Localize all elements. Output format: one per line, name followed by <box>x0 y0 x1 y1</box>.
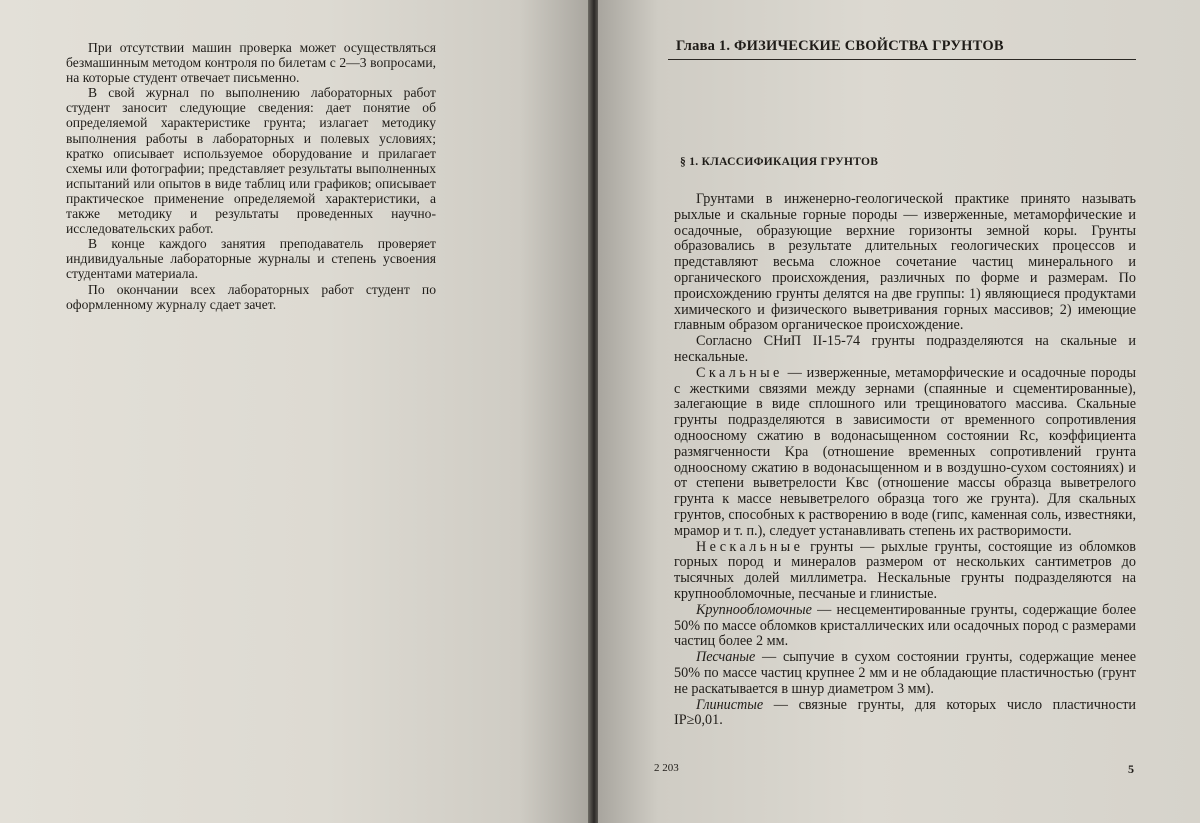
left-paragraph-3: В конце каждого занятия преподаватель проверяет индивидуальные лабораторные журналы и степень усвоения студентами материала. <box>66 236 436 281</box>
paragraph-nonrock-soils <box>674 540 1136 603</box>
term-rock: Скальные <box>696 365 783 381</box>
page-number: 5 <box>1128 762 1134 777</box>
rock-description: — изверженные, метаморфические и осадочные породы с жесткими связями между зернами (спаянные и сцементированные), залегающие в виде сплошного или трещиноватого массива. Скальные грунты подразделяются в зависимости от временного сопротивления одноосному сжатию в водонасыщенном состоянии Rc, коэффициента размягченности Kра (отношение временных сопротивлений грунта одноосному сжатию в водонасыщенном и в воздушно-сухом состояниях) и от степени выветрелости Kвс (отношение массы образца выветрелого грунта к массе невыветрелого образца того же грунта). Для скальных грунтов, способных к растворению в воде (гипс, каменная соль, известняки, мрамор и т. п.), следует устанавливать степень их растворимости. <box>674 365 1136 539</box>
paragraph-snip: Согласно СНиП II-15-74 грунты подразделяются на скальные и нескальные. <box>674 334 1136 366</box>
term-coarse: Крупнообломочные <box>696 602 812 618</box>
term-nonrock: Нескальные <box>696 539 803 555</box>
paragraph-rock-soils <box>674 366 1136 540</box>
left-page <box>0 0 590 823</box>
left-paragraph-2: В свой журнал по выполнению лабораторных работ студент заносит следующие сведения: дает понятие об определяемой характеристике грунта; излагает методику выполнения работы в лабораторных и полевых условиях; кратко описывает используемое оборудование и прилагает схемы или фотографии; представляет результаты выполненных испытаний или опытов в виде таблиц или графиков; описывает практическое применение определяемой характеристики, а также методику и результаты проведенных научно-исследовательских работ. <box>66 85 436 236</box>
sandy-description: — сыпучие в сухом состоянии грунты, содержащие менее 50% по массе частиц крупнее 2 мм и не обладающие пластичностью (грунт не раскатывается в шнур диаметром 3 мм). <box>674 649 1136 697</box>
left-paragraph-4: По окончании всех лабораторных работ студент по оформленному журналу сдает зачет. <box>66 282 436 312</box>
paragraph-clay <box>674 698 1136 730</box>
left-paragraph-1: При отсутствии машин проверка может осуществляться безмашинным методом контроля по билетам с 2—3 вопросами, на которые студент отвечает письменно. <box>66 40 436 85</box>
term-clay: Глинистые <box>696 697 763 713</box>
clay-description: — связные грунты, для которых число пластичности IP≥0,01. <box>674 697 1136 729</box>
header-rule <box>668 59 1136 60</box>
term-sandy: Песчаные <box>696 649 755 665</box>
section-title: § 1. КЛАССИФИКАЦИЯ ГРУНТОВ <box>680 156 878 168</box>
running-head: Глава 1. ФИЗИЧЕСКИЕ СВОЙСТВА ГРУНТОВ <box>676 38 1166 55</box>
paragraph-coarse <box>674 603 1136 650</box>
coarse-description: — несцементированные грунты, содержащие более 50% по массе обломков кристаллических или осадочных пород с размерами частиц более 2 мм. <box>674 602 1136 650</box>
paragraph-definition: Грунтами в инженерно-геологической практике принято называть рыхлые и скальные горные породы — изверженные, метаморфические и осадочные, образующие верхние горизонты земной коры. Грунты образовались в результате длительных геологических процессов и представляют весьма сложное сочетание частиц минерального и органического происхождения, различных по форме и размерам. По происхождению грунты делятся на две группы: 1) являющиеся продуктами химического и физического выветривания горных массивов; 2) имеющие главным образом органическое происхождение. <box>674 192 1136 334</box>
left-page-text <box>66 40 436 312</box>
right-page <box>598 0 1200 823</box>
printer-signature: 2 203 <box>654 762 679 774</box>
paragraph-sandy <box>674 650 1136 697</box>
nonrock-description: грунты — рыхлые грунты, состоящие из обломков горных пород и минералов размером от нескольких сантиметров до тысячных долей миллиметра. Нескальные грунты подразделяются на крупнообломочные, песчаные и глинистые. <box>674 539 1136 602</box>
book-spread <box>0 0 1200 823</box>
right-page-text <box>674 192 1136 729</box>
